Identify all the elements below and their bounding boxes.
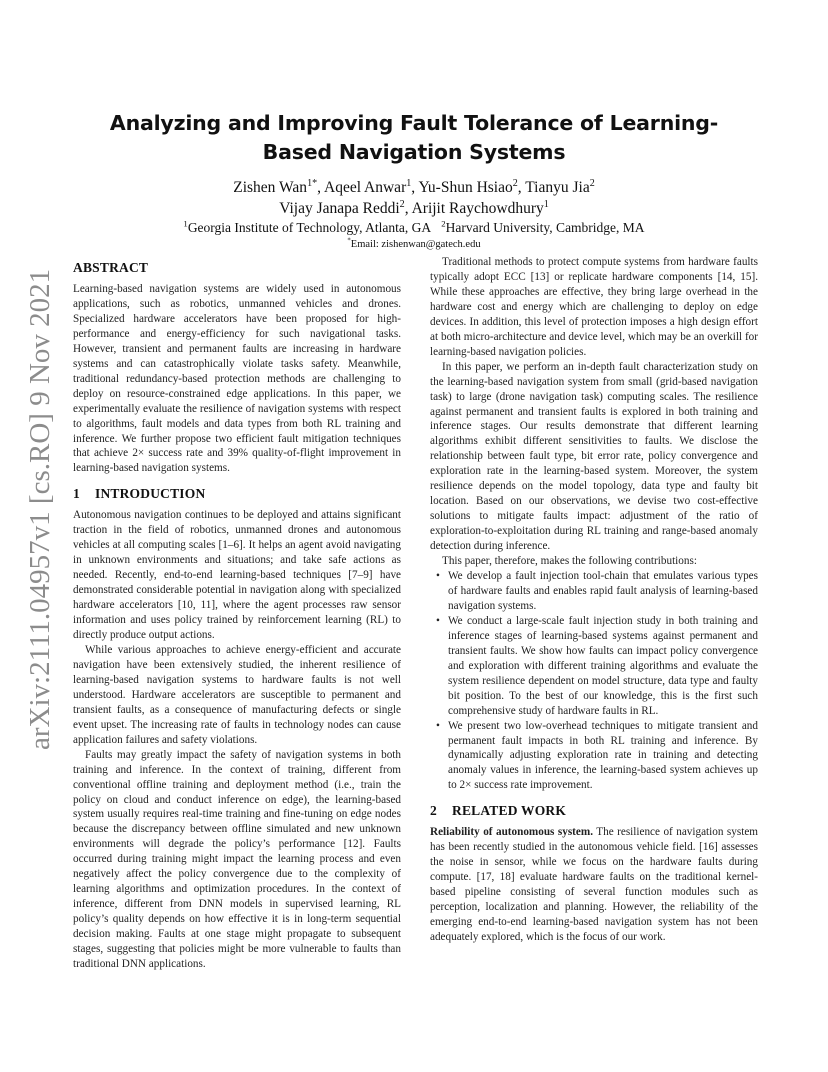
author-name: Zishen Wan — [233, 179, 308, 196]
author-sup: 1 — [406, 177, 412, 189]
paper-title: Analyzing and Improving Fault Tolerance of Learning-Based Navigation Systems — [109, 111, 719, 164]
paragraph: In this paper, we perform an in-depth fault characterization study on the learning-based navigation system from small (grid-based navigation task) to large (drone navigation task) computing scales. The resilience against permanent and transient faults is explored in both training and inference stages. Our results demonstrate that different learning algorithms exhibit different sensitivities to faults. We disclose the relationship between fault type, bit error rate, policy convergence and exploration rate in the learning-based system. Moreover, the system resilience depends on the model topology, data type and faulty bit location. Based on our observations, we devise two cost-effective solutions to mitigate faults impact: adjustment of the ratio of exploration-to-exploitation during RL training and range-based anomaly detection during inference. — [430, 360, 758, 553]
section-title: INTRODUCTION — [95, 486, 206, 502]
paragraph — [430, 825, 758, 945]
paragraph-lead: Reliability of autonomous system. — [430, 826, 593, 839]
affiliations — [80, 219, 748, 237]
section-heading-introduction — [73, 485, 401, 503]
email-text: Email: zishenwan@gatech.edu — [350, 239, 481, 250]
author-sup: 1 — [543, 198, 549, 210]
list-item — [436, 719, 758, 794]
author-line-1 — [80, 177, 748, 198]
list-item — [436, 614, 758, 719]
author-name: , Aqeel Anwar — [317, 179, 407, 196]
email-sup: * — [347, 237, 351, 245]
left-column — [73, 255, 401, 972]
affiliation: Georgia Institute of Technology, Atlanta, GA — [187, 220, 432, 235]
author-name: , Arijit Raychowdhury — [404, 200, 544, 217]
abstract-heading: ABSTRACT — [73, 260, 149, 275]
arxiv-sidebar — [8, 270, 72, 750]
affiliation-sup: 1 — [183, 218, 188, 229]
list-item-text: We present two low-overhead techniques to mitigate transient and permanent fault impacts in both RL training and inference. By dynamically adjusting exploration rate in training and detecting anomaly values in inference, the learning-based system achieves up to 2× success rate improvement. — [448, 719, 758, 792]
author-sup: 1* — [307, 177, 318, 189]
paragraph: While various approaches to achieve energy-efficient and accurate navigation have been extensively studied, the inherent resilience of learning-based navigation systems to hardware faults is not well understood. Hardware accelerators are susceptible to permanent and transient faults, as a consequence of manufacturing defects or single event upset. The increasing rate of faults in technology nodes can cause application failures and safety violations. — [73, 643, 401, 746]
author-block — [80, 177, 748, 252]
author-line-2 — [80, 198, 748, 219]
bullet: • — [436, 614, 440, 627]
author-name: , Tianyu Jia — [517, 179, 590, 196]
list-item — [436, 569, 758, 614]
section-title: RELATED WORK — [452, 803, 567, 819]
paragraph: This paper, therefore, makes the following contributions: — [442, 555, 697, 568]
contact-email — [80, 237, 748, 252]
author-sup: 2 — [512, 177, 518, 189]
arxiv-identifier: arXiv:2111.04957v1 [cs.RO] 9 Nov 2021 — [24, 268, 56, 750]
section-heading-related-work — [430, 802, 758, 820]
paragraph: Traditional methods to protect compute systems from hardware faults typically adopt ECC [13] or replicate hardware components [14, 15]. While these approaches are effective, they bring large overhead in the hardware cost and energy which are challenging to deploy on edge devices. In addition, this level of protection imposes a high design effort at both micro-architecture and device level, which may be an overkill for learning-based navigation policies. — [430, 256, 758, 358]
abstract-text: Learning-based navigation systems are widely used in autonomous applications, such as robotics, unmanned vehicles and drones. Specialized hardware accelerators have been proposed for high-performance and energy-efficiency for such navigational tasks. However, transient and permanent faults are increasing in hardware systems and can catastrophically violate tasks safety. Meanwhile, traditional redundancy-based protection methods are challenging to deploy on resource-constrained edge applications. In this paper, we experimentally evaluate the resilience of navigation systems with respect to algorithms, fault models and data types from both RL training and inference. We further propose two efficient fault mitigation techniques that achieve 2× success rate and 39% quality-of-flight improvement in learning-based navigation systems. — [73, 283, 401, 475]
list-item-text: We conduct a large-scale fault injection study in both training and inference stages of learning-based systems against permanent and transient faults. We show how faults can impact policy convergence and exploration with different training algorithms and evaluate the system resilience dependent on model structure, data type and faulty bit position. To the best of our knowledge, this is the first such comprehensive study of hardware faults in RL. — [448, 614, 758, 717]
paragraph-body: The resilience of navigation system has been recently studied in the autonomous vehicle field. [16] assesses the noise in sensor, while we focus on the hardware faults during compute. [17, 18] evaluate hardware faults on the traditional kernel-based pipeline consisting of several function modules such as perception, localization and planning. However, the reliability of the emerging end-to-end learning-based navigation system has not been adequately explored, which is the focus of our work. — [430, 826, 759, 943]
author-name: , Yu-Shun Hsiao — [411, 179, 513, 196]
section-number: 1 — [73, 486, 80, 502]
author-sup: 2 — [589, 177, 595, 189]
author-name: Vijay Janapa Reddi — [279, 200, 400, 217]
bullet: • — [436, 719, 440, 732]
list-item-text: We develop a fault injection tool-chain that emulates various types of hardware faults and enables rapid fault analysis of learning-based navigation systems. — [448, 570, 758, 612]
right-column — [430, 255, 758, 945]
affiliation: Harvard University, Cambridge, MA — [445, 220, 645, 235]
bullet: • — [436, 570, 440, 583]
affiliation-sup: 2 — [441, 218, 446, 229]
paragraph: Autonomous navigation continues to be deployed and attains significant traction in the field of robotics, unmanned drones and autonomous vehicles at all computing scales [1–6]. It helps an agent avoid navigating in unknown environments and situations; and take safe actions as needed. Recently, end-to-end learning-based techniques [7–9] have demonstrated considerable potential in navigation along with specialized hardware accelerators [10, 11], where the agent processes raw sensor information and uses policy trained by reinforcement learning (RL) to directly produce output actions. — [73, 509, 401, 642]
paragraph: Faults may greatly impact the safety of navigation systems in both training and inference. In the context of training, different from conventional offline training and deployment method (i.e., train the policy on cloud and conduct inference on edge), the learning-based system usually requires real-time training and fine-tuning on edge nodes because the discrepancy between offline simulated and new unknown environments will degrade the policy’s performance [12]. Faults occurred during training might impact the learning process and even negatively affect the policy convergence due to the complexity of learning algorithms and optimization procedures. In the context of inference, different from DNN models in supervised learning, RL policy’s quality depends on how effective it is in long-term sequential decision making. Faults at one stage might propagate to subsequent stages, suggesting that policies might be more vulnerable to faults than traditional DNN applications. — [73, 748, 401, 970]
contributions-list — [430, 569, 758, 793]
section-number: 2 — [430, 803, 437, 819]
author-sup: 2 — [399, 198, 405, 210]
